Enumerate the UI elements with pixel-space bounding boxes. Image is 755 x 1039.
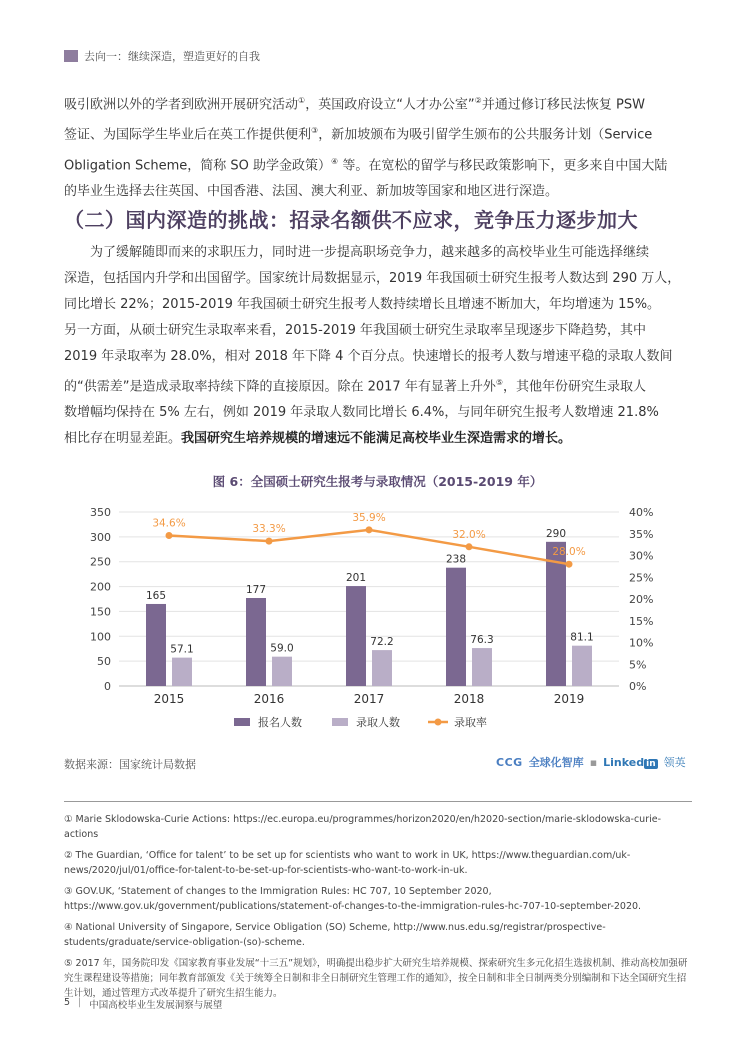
text-run: 的“供需差”是造成录取率持续下降的直接原因。除在 2017 年有显著上升外 bbox=[64, 379, 496, 395]
bar-admitted bbox=[472, 648, 492, 686]
bar-admitted bbox=[172, 658, 192, 686]
intro-line-1 bbox=[64, 88, 692, 118]
y-left-tick-label: 200 bbox=[90, 580, 111, 594]
y-left-tick-label: 150 bbox=[90, 605, 111, 619]
y-right-tick-label: 0% bbox=[629, 680, 647, 693]
x-tick-label: 2018 bbox=[453, 692, 485, 706]
bar-data-label: 72.2 bbox=[370, 636, 394, 649]
y-right-tick-label: 15% bbox=[629, 614, 654, 628]
footnote-5: ⑤ 2017 年，国务院印发《国家教育事业发展“十三五”规划》，明确提出稳步扩大研究生培养规模、探索研究生多元化招生选拔机制、推动高校加强研究生课程建设等措施；同年教育部颁发《关于统筹全日制和非全日制研究生管理工作的通知》，按全日制和非全日制两类分别编制和下达全国研究生招生计划，通过管理方式改革提升了研究生招生能力。 bbox=[64, 958, 688, 999]
y-right-tick-label: 25% bbox=[629, 571, 654, 585]
body-line-8 bbox=[64, 426, 692, 452]
text-run: Obligation Scheme，简称 SO 助学金政策） bbox=[64, 157, 332, 173]
admission-chart bbox=[64, 498, 692, 748]
ccg-name: 全球化智库 bbox=[528, 756, 584, 769]
text-run: ，其他年份研究生录取人 bbox=[503, 379, 647, 395]
y-right-tick-label: 30% bbox=[629, 549, 654, 563]
emphasis-sentence: 我国研究生培养规模的增速远不能满足高校毕业生深造需求的增长。 bbox=[181, 431, 572, 447]
y-right-tick-label: 10% bbox=[629, 636, 654, 650]
footnote-2: ② The Guardian, ‘Office for talent’ to be set up for scientists who want to work in UK, https://www.theguardian.com/uk-news/2020/jul/01/office-for-talent-to-be-set-up-for-scientists-who-want-to-work-in-uk. bbox=[64, 850, 631, 876]
bar-applicants bbox=[246, 598, 266, 686]
line-data-label: 35.9% bbox=[352, 511, 386, 524]
body-line-2: 深造，包括国内升学和出国留学。国家统计局数据显示，2019 年我国硕士研究生报考人数达到 290 万人， bbox=[64, 271, 681, 286]
text-run: 签证、为国际学生毕业后在英工作提供便利 bbox=[64, 127, 312, 143]
bar-data-label: 81.1 bbox=[570, 631, 594, 644]
bar-data-label: 290 bbox=[545, 527, 567, 540]
y-right-tick-label: 5% bbox=[629, 658, 647, 672]
linkedin-text: Linked bbox=[603, 755, 645, 769]
admission-rate-point bbox=[366, 526, 373, 533]
y-left-tick-label: 300 bbox=[90, 530, 111, 544]
bar-applicants bbox=[446, 568, 466, 686]
legend-label: 录取率 bbox=[454, 716, 487, 729]
body-paragraph bbox=[64, 240, 692, 452]
body-line-3: 同比增长 22%；2015-2019 年我国硕士研究生报考人数持续增长且增速不断加大，年均增速为 15%。 bbox=[64, 297, 661, 312]
bar-admitted bbox=[372, 650, 392, 686]
figure-title: 图 6：全国硕士研究生报考与录取情况（2015-2019 年） bbox=[212, 474, 543, 489]
bar-applicants bbox=[346, 586, 366, 686]
text-run: 并通过修订移民法恢复 PSW bbox=[481, 97, 645, 113]
intro-line-4: 的毕业生选择去往英国、中国香港、法国、澳大利亚、新加坡等国家和地区进行深造。 bbox=[64, 183, 559, 199]
bar-data-label: 177 bbox=[245, 584, 267, 597]
admission-rate-point bbox=[566, 561, 573, 568]
y-left-tick-label: 50 bbox=[97, 655, 111, 669]
footnote-ref-2[interactable]: ② bbox=[474, 96, 482, 105]
footnotes bbox=[64, 812, 692, 1007]
text-run: ，英国政府设立“人才办公室” bbox=[305, 97, 475, 113]
y-right-tick-label: 40% bbox=[629, 506, 654, 519]
linkedin-box: in bbox=[646, 758, 656, 769]
brand-logos bbox=[496, 754, 686, 770]
legend-swatch-marker bbox=[435, 719, 442, 726]
text-run: 相比存在明显差距。 bbox=[64, 431, 182, 447]
y-left-tick-label: 350 bbox=[90, 506, 111, 519]
text-run: 吸引欧洲以外的学者到欧洲开展研究活动 bbox=[64, 97, 299, 113]
header-text: 去向一：继续深造，塑造更好的自我 bbox=[84, 50, 260, 63]
admission-rate-point bbox=[466, 543, 473, 550]
x-tick-label: 2017 bbox=[353, 692, 385, 706]
body-line-4: 另一方面，从硕士研究生录取率来看，2015-2019 年我国硕士研究生录取率呈现逐步下降趋势，其中 bbox=[64, 323, 646, 338]
body-line-7: 数增幅均保持在 5% 左右，例如 2019 年录取人数同比增长 6.4%，与同年研究生报考人数增速 21.8% bbox=[64, 405, 659, 421]
body-line-6 bbox=[64, 370, 692, 400]
legend-swatch bbox=[332, 718, 348, 726]
footnote-ref-5[interactable]: ⑤ bbox=[495, 378, 503, 387]
footnote-4: ④ National University of Singapore, Service Obligation (SO) Scheme, http://www.nus.edu.sg/registrar/prospective-students/graduate/service-obligation-(so)-scheme. bbox=[64, 922, 606, 948]
admission-rate-point bbox=[266, 538, 273, 545]
bar-admitted bbox=[272, 657, 292, 686]
header-marker bbox=[64, 50, 78, 62]
footnote-1: ① Marie Sklodowska-Curie Actions: https://ec.europa.eu/programmes/horizon2020/en/h2020-section/marie-sklodowska-curie-actions bbox=[64, 814, 662, 840]
y-left-tick-label: 100 bbox=[90, 630, 111, 644]
footnote-ref-3[interactable]: ③ bbox=[311, 126, 319, 136]
page-number: 5 bbox=[64, 997, 71, 1008]
linkedin-cn: 领英 bbox=[663, 756, 686, 769]
footnote-ref-1[interactable]: ① bbox=[298, 96, 306, 105]
y-right-tick-label: 35% bbox=[629, 527, 654, 541]
bar-data-label: 59.0 bbox=[270, 642, 294, 655]
legend-label: 报名人数 bbox=[258, 716, 302, 729]
intro-paragraph bbox=[64, 88, 692, 205]
linkedin-logo bbox=[603, 756, 657, 769]
y-left-tick-label: 250 bbox=[90, 555, 111, 569]
section-heading: （二）国内深造的挑战：招录名额供不应求，竞争压力逐步加大 bbox=[64, 208, 638, 232]
footnote-divider bbox=[64, 801, 692, 802]
text-run: ，新加坡颁布为吸引留学生颁布的公共服务计划（Service bbox=[318, 127, 653, 143]
y-right-tick-label: 20% bbox=[629, 593, 654, 606]
legend-swatch bbox=[234, 718, 250, 726]
intro-line-3 bbox=[64, 149, 692, 179]
admission-rate-point bbox=[166, 532, 173, 539]
ccg-logo: CCG bbox=[496, 755, 523, 769]
legend-label: 录取人数 bbox=[356, 716, 400, 729]
line-data-label: 34.6% bbox=[152, 517, 186, 530]
line-data-label: 28.0% bbox=[552, 546, 586, 559]
bar-data-label: 201 bbox=[345, 572, 367, 585]
body-line-1: 为了缓解随即而来的求职压力，同时进一步提高职场竞争力，越来越多的高校毕业生可能选择继续 bbox=[90, 245, 650, 260]
x-tick-label: 2016 bbox=[253, 692, 285, 706]
y-left-tick-label: 0 bbox=[104, 680, 111, 693]
line-data-label: 32.0% bbox=[452, 528, 486, 541]
bar-data-label: 165 bbox=[145, 589, 167, 602]
bar-admitted bbox=[572, 646, 592, 686]
body-line-5: 2019 年录取率为 28.0%，相对 2018 年下降 4 个百分点。快速增长的报考人数与增速平稳的录取人数间 bbox=[64, 349, 673, 364]
text-run: 等。在宽松的留学与移民政策影响下，更多来自中国大陆 bbox=[338, 157, 668, 173]
bar-applicants bbox=[146, 604, 166, 686]
x-tick-label: 2019 bbox=[553, 692, 585, 706]
footnote-ref-4[interactable]: ④ bbox=[331, 156, 339, 166]
line-data-label: 33.3% bbox=[252, 523, 286, 536]
bar-data-label: 76.3 bbox=[470, 634, 494, 647]
brand-separator: ▪ bbox=[589, 755, 598, 769]
footer-separator: | bbox=[78, 997, 82, 1008]
data-source: 数据来源：国家统计局数据 bbox=[64, 758, 196, 771]
bar-data-label: 57.1 bbox=[170, 643, 194, 656]
page-footer bbox=[64, 997, 222, 1011]
footer-title: 中国高校毕业生发展洞察与展望 bbox=[89, 1000, 223, 1011]
intro-line-2 bbox=[64, 118, 692, 148]
bar-data-label: 238 bbox=[445, 553, 467, 566]
x-tick-label: 2015 bbox=[153, 692, 185, 706]
footnote-3: ③ GOV.UK, ‘Statement of changes to the Immigration Rules: HC 707, 10 September 2020, https://www.gov.uk/government/publications/statement-of-changes-to-the-immigration-rules-hc-707-10-september-2020. bbox=[64, 886, 642, 912]
running-header bbox=[64, 47, 260, 65]
